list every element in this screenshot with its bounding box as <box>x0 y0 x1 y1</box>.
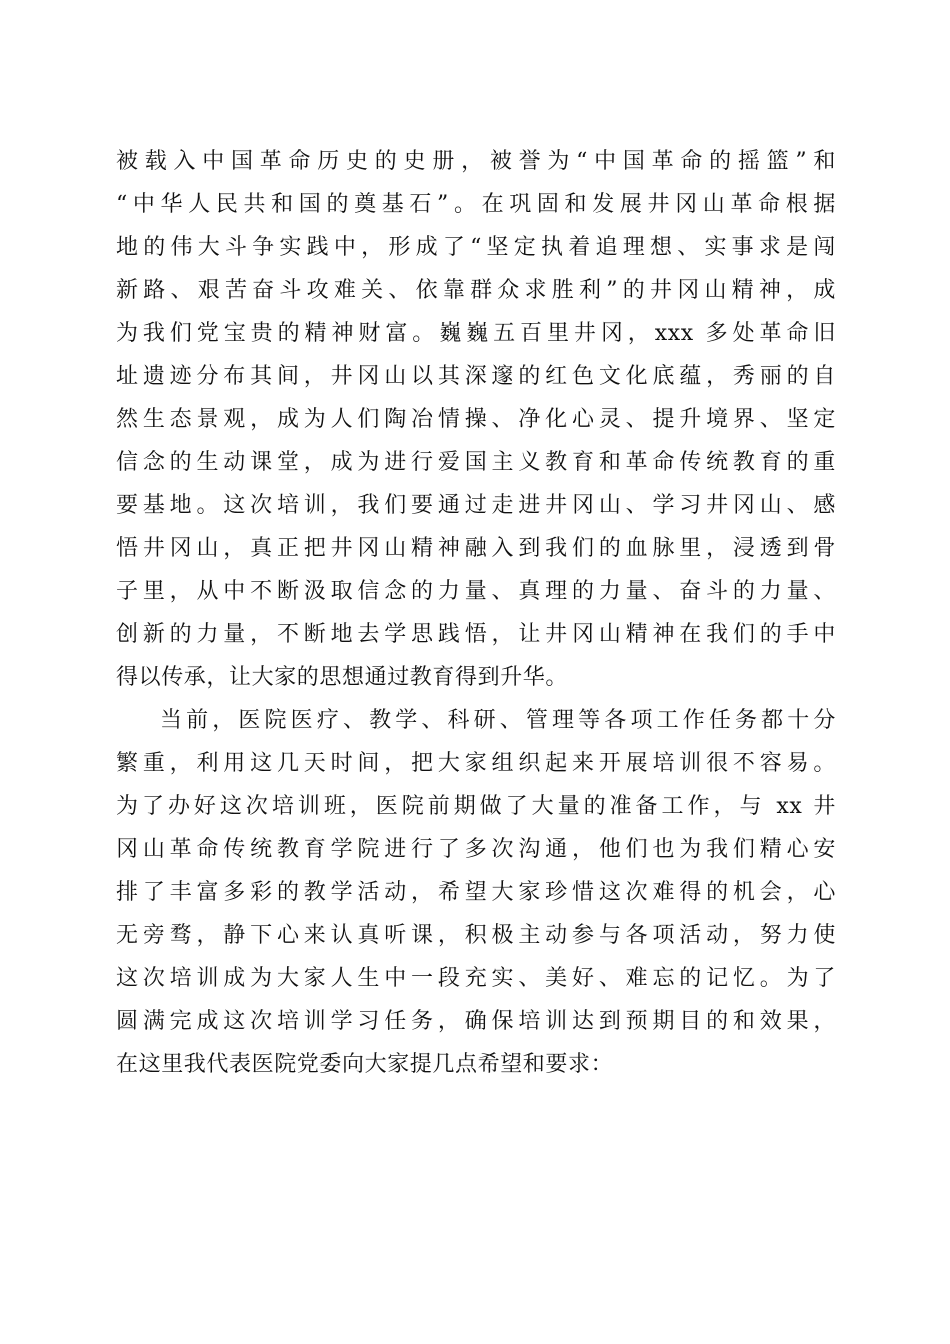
paragraph-line: 子里，从中不断汲取信念的力量、真理的力量、奋斗的力量、 <box>116 579 836 604</box>
paragraph-line: 这次培训成为大家人生中一段充实、美好、难忘的记忆。为了 <box>116 966 836 991</box>
paragraph-line: 为我们党宝贵的精神财富。巍巍五百里井冈，xxx 多处革命旧 <box>116 321 836 346</box>
paragraph-line: 要基地。这次培训，我们要通过走进井冈山、学习井冈山、感 <box>116 493 836 518</box>
paragraph-line: 地的伟大斗争实践中，形成了“坚定执着追理想、实事求是闯 <box>116 235 836 260</box>
paragraph-line: 当前，医院医疗、教学、科研、管理等各项工作任务都十分 <box>160 708 836 733</box>
paragraph-line: 得以传承，让大家的思想通过教育得到升华。 <box>116 665 569 690</box>
paragraph-line: 在这里我代表医院党委向大家提几点希望和要求： <box>116 1052 614 1077</box>
paragraph-line: 然生态景观，成为人们陶冶情操、净化心灵、提升境界、坚定 <box>116 407 836 432</box>
paragraph-line: 无旁骛，静下心来认真听课，积极主动参与各项活动，努力使 <box>116 923 836 948</box>
paragraph-line: 被载入中国革命历史的史册，被誉为“中国革命的摇篮”和 <box>116 149 836 174</box>
paragraph-line: 信念的生动课堂，成为进行爱国主义教育和革命传统教育的重 <box>116 450 836 475</box>
paragraph-2 <box>116 699 836 1086</box>
paragraph-line: 址遗迹分布其间，井冈山以其深邃的红色文化底蕴，秀丽的自 <box>116 364 836 389</box>
paragraph-line: 圆满完成这次培训学习任务，确保培训达到预期目的和效果， <box>116 1009 836 1034</box>
paragraph-line: 繁重，利用这几天时间，把大家组织起来开展培训很不容易。 <box>116 751 836 776</box>
paragraph-line: 为了办好这次培训班，医院前期做了大量的准备工作，与 xx 井 <box>116 794 836 819</box>
paragraph-1 <box>116 140 836 699</box>
paragraph-line: 创新的力量，不断地去学思践悟，让井冈山精神在我们的手中 <box>116 622 836 647</box>
document-body <box>116 140 836 1086</box>
paragraph-line: 冈山革命传统教育学院进行了多次沟通，他们也为我们精心安 <box>116 837 836 862</box>
paragraph-line: “中华人民共和国的奠基石”。在巩固和发展井冈山革命根据 <box>116 192 836 217</box>
paragraph-line: 新路、艰苦奋斗攻难关、依靠群众求胜利”的井冈山精神，成 <box>116 278 836 303</box>
paragraph-line: 悟井冈山，真正把井冈山精神融入到我们的血脉里，浸透到骨 <box>116 536 836 561</box>
paragraph-line: 排了丰富多彩的教学活动，希望大家珍惜这次难得的机会，心 <box>116 880 836 905</box>
